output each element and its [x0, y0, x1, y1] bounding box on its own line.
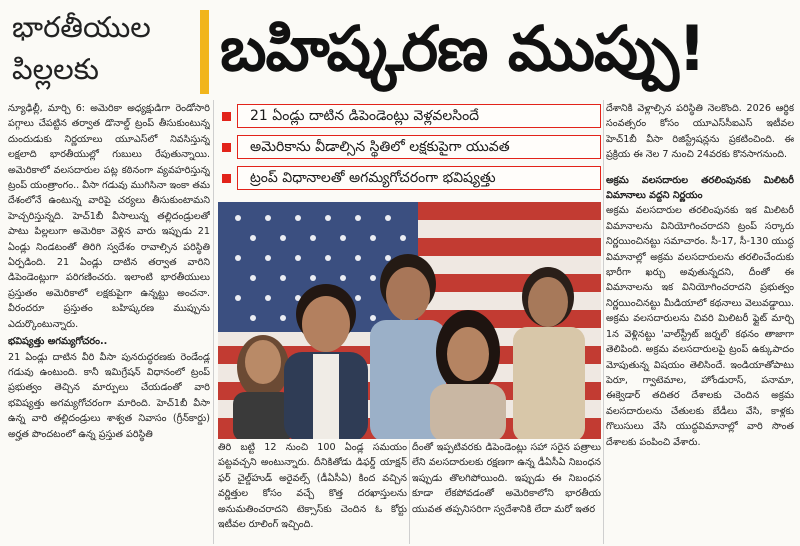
divider-bar [200, 10, 209, 94]
highlight-item [218, 166, 601, 190]
highlights-box [218, 104, 601, 196]
bullet-icon [222, 174, 231, 183]
column-divider [409, 440, 410, 544]
article-body: దీంతో ఇప్పటివరకు డిపెండెంట్లు సహా సరైన పత్రాలు లేని వలసదారులకు రక్షణగా ఉన్న డీఏసీఏ నిబంధన ఇప్పుడు తొలగిపోయింది. ఇప్పుడు ఈ నిబంధన కూడా లేకపోవడంతో అమెరికాలోని భారతీయ యువత తప్పనిసరిగా స్వదేశానికి లేదా మరో ఇతర [412, 442, 601, 515]
news-photo [218, 202, 601, 439]
subheading: అక్రమ వలసదారుల తరలింపునకు మిలిటరీ విమానాలు వద్దని నిర్ణయం [606, 174, 794, 202]
highlight-text: 21 ఏండ్లు దాటిన డిపెండెంట్లు వెళ్లవలసిందే [237, 104, 601, 128]
bullet-icon [222, 143, 231, 152]
subheading: భవిష్యత్తు అగమ్యగోచరం.. [8, 336, 108, 348]
column-divider [213, 100, 214, 544]
article-body: న్యూఢిల్లీ, మార్చి 6: అమెరికా అధ్యక్షుడిగా రెండోసారి పగ్గాలు చేపట్టిన తర్వాత డొనాల్డ్ ట్రంప్ తీసుకుంటున్న దుందుడుకు నిర్ణయాలు యూఎస్‌లో నివసిస్తున్న లక్షలాది భారతీయుల్లో గుబులు రేపుతున్నాయి. అమెరికాలో వలసదారుల పట్ల కఠినంగా వ్యవహరిస్తున్న ట్రంప్ యంత్రాంగం.. వీసా గడువు ముగిసినా ఇంకా తమ దేశంలోనే ఉంటున్న వారిపై చర్యలు తీసుకుంటామని హెచ్చరిస్తున్నది. హెచ్‌1బీ వీసాలున్న తల్లిదండ్రులతో పాటు పిల్లలుగా అమెరికా వెళ్లిన వారు ఇప్పుడు 21 ఏండ్లు నిండటంతో తిరిగి స్వదేశం రావాల్సిన పరిస్థితి ఏర్పడింది. 21 ఏండ్లు దాటిన తర్వాత వారిని డిపెండెంట్లుగా పరిగణించరు. ఇలాంటి భారతీయులు ప్రస్తుతం అమెరికాలో లక్షకుపైగా ఉన్నట్టు అంచనా. వీరందరూ ప్రస్తుతం బహిష్కరణ ముప్పును ఎదుర్కొంటున్నారు. [8, 103, 210, 330]
kicker-line-1: భారతీయుల [12, 10, 151, 44]
article-body: అక్రమ వలసదారుల తరలింపునకు ఇక మిలిటరీ విమానాలను వినియోగించరాదని ట్రంప్ సర్కారు నిర్ణయించినట్టు సమాచారం. సీ-17, సీ-130 యుద్ధ విమానాల్లో అక్రమ వలసదారులను తరలించేందుకు భారీగా ఖర్చు అవుతున్నదని, దీంతో ఈ విమానాలను ఇక వినియోగించరాదని ప్రభుత్వం నిర్ణయించినట్టు మీడియాలో కథనాలు వెలువడ్డాయి. అక్రమ వలసదారులను చివరి మిలిటరీ ఫ్లైట్ మార్చి 1న వెళ్లినట్టు 'వాల్‌స్ట్రీట్ జర్నల్' కథనం తాజాగా తెలిపింది. అక్రమ వలసదారులపై ట్రంప్ ఉక్కుపాదం మోపుతున్న విషయం తెలిసిందే. ఇండియాతోపాటు పెరూ, గ్వాటెమాల, హోండురాస్, పనామా, ఈక్వెడార్ తదితర దేశాలకు చెందిన అక్రమ వలసదారులను చేతులకు బేడీలు వేసి, కాళ్లకు గొలుసులు వేసి యుద్ధవిమానాల్లో వారి సొంత దేశాలకు పంపించి వేశారు. [606, 205, 794, 448]
article-body: తిరి బట్టి 12 నుంచి 100 ఏండ్ల సమయం పట్టవచ్చని అంటున్నారు. దీనికితోడు డిఫర్డ్ యాక్షన్ ఫర్ చైల్డ్‌హుడ్ అరైవల్స్ (డీఏసీఏ) కింద వచ్చిన వర్ణిత్తుల కోసం వచ్చే కొత్త దరఖాస్తులను అనుమతించరాదని టెక్సాస్‌కు చెందిన ఓ కోర్టు ఇటీవల రూలింగ్ ఇచ్చింది. [218, 442, 407, 531]
article-column-left [8, 101, 210, 541]
article-column-right [606, 101, 794, 541]
article-column-middle-1 [218, 440, 407, 544]
highlight-text: అమెరికాను వీడాల్సిన స్థితిలో లక్షకుపైగా యువత [237, 135, 601, 159]
flag-with-youths-illustration [218, 202, 601, 439]
article-body: దేశానికి వెళ్లాల్సిన పరిస్థితి నెలకొంది. 2026 ఆర్థిక సంవత్సరం కోసం యూఎస్‌సీఐఎస్ ఇటీవల హెచ్‌1బీ వీసా రిజిస్ట్రేషన్లను ప్రకటించింది. ఈ ప్రక్రియ ఈ నెల 7 నుంచి 24వరకు కొనసాగనుంది. [606, 103, 794, 161]
highlight-item [218, 104, 601, 128]
bullet-icon [222, 112, 231, 121]
highlight-text: ట్రంప్ విధానాలతో అగమ్యగోచరంగా భవిష్యత్తు [237, 166, 601, 190]
column-divider [603, 100, 604, 544]
article-column-middle-2 [412, 440, 601, 544]
article-body: 21 ఏండ్లు దాటిన వీరి వీసా పునరుద్ధరణకు రెండేండ్ల గడువు ఉంటుంది. కానీ ఇమిగ్రేషన్ విధానంలో ట్రంప్ ప్రభుత్వం తెచ్చిన మార్పులు చేయడంతో వారి భవిష్యత్తు అగమ్యగోచరంగా మారింది. హెచ్‌1బీ వీసా ఉన్న వారి తల్లిదండ్రులు శాశ్వత నివాసం (గ్రీన్‌కార్డు) అర్హత పొందటంలో ఉన్న ప్రస్తుత పరిస్థితి [8, 351, 210, 440]
highlight-item [218, 135, 601, 159]
kicker-line-2: పిల్లలకు [12, 52, 99, 86]
headline: బహిష్కరణ ముప్పు! [220, 12, 706, 85]
kicker [12, 6, 197, 94]
